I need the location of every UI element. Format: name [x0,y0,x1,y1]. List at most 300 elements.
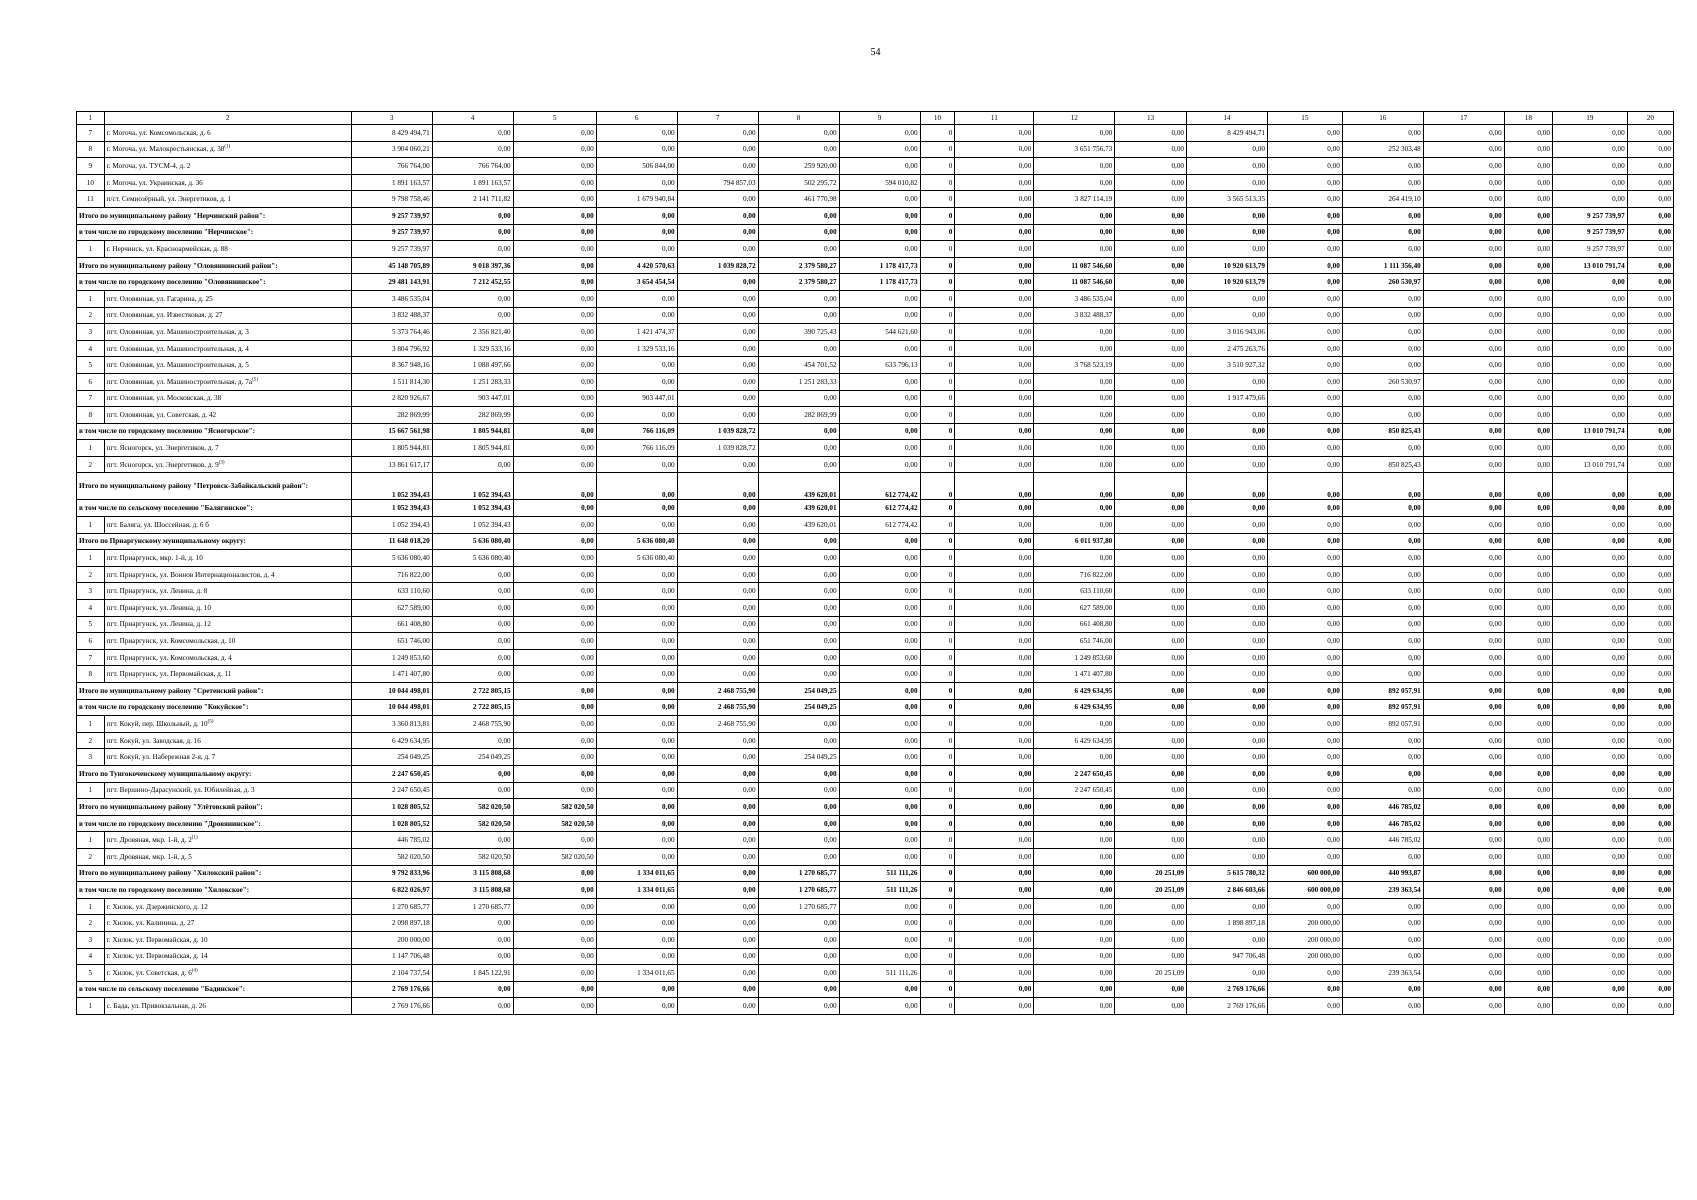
value-cell: 0,00 [1115,716,1187,733]
table-row [77,716,1674,733]
value-cell: 506 844,00 [596,158,677,175]
value-cell: 0,00 [1504,340,1552,357]
value-cell: 0,00 [1552,683,1627,700]
value-cell: 0,00 [1342,224,1423,241]
value-cell: 0,00 [1627,915,1673,932]
value-cell: 0,00 [1627,307,1673,324]
value-cell: 0,00 [1504,998,1552,1015]
total-row [77,815,1674,832]
value-cell: 0 [920,158,955,175]
value-cell: 0,00 [955,257,1034,274]
value-cell: 0,00 [677,749,758,766]
value-cell: 0,00 [758,716,839,733]
value-cell: 0,00 [1187,373,1268,390]
value-cell: 0,00 [432,782,513,799]
value-cell: 0,00 [596,373,677,390]
value-cell: 439 620,01 [758,517,839,534]
value-cell: 0,00 [1342,633,1423,650]
value-cell: 0,00 [513,533,596,550]
value-cell: 1 329 533,16 [596,340,677,357]
value-cell: 0,00 [677,965,758,982]
value-cell: 2 247 650,45 [351,765,432,782]
value-cell: 2 722 805,15 [432,683,513,700]
total-row [77,981,1674,998]
row-number: 1 [77,241,105,258]
value-cell: 0,00 [839,307,920,324]
value-cell: 0,00 [955,998,1034,1015]
value-cell: 0,00 [1552,666,1627,683]
value-cell: 282 869,99 [432,407,513,424]
value-cell: 3 827 114,19 [1034,191,1115,208]
value-cell: 0,00 [758,915,839,932]
value-cell: 0,00 [1115,782,1187,799]
value-cell: 0,00 [432,931,513,948]
value-cell: 0,00 [758,765,839,782]
value-cell: 3 651 756,73 [1034,141,1115,158]
value-cell: 9 798 758,46 [351,191,432,208]
value-cell: 0,00 [513,207,596,224]
value-cell: 0,00 [1627,832,1673,849]
value-cell: 1 891 163,57 [351,174,432,191]
value-cell: 0,00 [1504,981,1552,998]
value-cell: 0,00 [758,456,839,473]
value-cell: 594 010,82 [839,174,920,191]
value-cell: 0,00 [1627,125,1673,142]
value-cell: 0,00 [1552,324,1627,341]
value-cell: 0,00 [513,174,596,191]
value-cell: 0,00 [839,373,920,390]
value-cell: 0,00 [758,440,839,457]
value-cell: 0,00 [513,290,596,307]
value-cell: 0,00 [513,998,596,1015]
total-row [77,473,1674,500]
address-text: пгт. Оловянная, ул. Советская, д. 42 [106,410,217,419]
value-cell: 582 020,50 [432,815,513,832]
value-cell: 0,00 [1034,407,1115,424]
value-cell: 2 247 650,45 [1034,765,1115,782]
value-cell: 0,00 [1342,517,1423,534]
value-cell: 0,00 [1034,158,1115,175]
row-number: 5 [77,357,105,374]
value-cell: 0,00 [1267,749,1342,766]
value-cell: 627 589,00 [1034,600,1115,617]
value-cell: 0,00 [1115,324,1187,341]
value-cell: 0,00 [1627,533,1673,550]
value-cell: 0,00 [1115,390,1187,407]
value-cell: 0,00 [1552,373,1627,390]
row-number: 11 [77,191,105,208]
address-text: пгт. Кокуй, ул. Заводская, д. 16 [106,736,201,745]
total-label: в том числе по городскому поселению "Оловяннинское": [77,274,352,291]
value-cell: 0,00 [758,931,839,948]
value-cell: 651 746,00 [1034,633,1115,650]
value-cell: 2 468 755,90 [677,699,758,716]
value-cell: 0,00 [955,390,1034,407]
value-cell: 0,00 [839,241,920,258]
value-cell: 0,00 [596,500,677,517]
value-cell: 0,00 [1423,848,1504,865]
row-address [104,440,351,457]
value-cell: 0,00 [758,848,839,865]
value-cell: 0,00 [1552,799,1627,816]
value-cell: 0,00 [839,915,920,932]
value-cell: 0,00 [1627,207,1673,224]
value-cell: 0,00 [1267,666,1342,683]
value-cell: 0,00 [1627,373,1673,390]
value-cell: 6 822 026,97 [351,882,432,899]
value-cell: 0,00 [1504,699,1552,716]
value-cell: 2 769 176,66 [1187,981,1268,998]
value-cell: 1 178 417,73 [839,274,920,291]
value-cell: 0,00 [1423,583,1504,600]
value-cell: 1 028 805,52 [351,815,432,832]
value-cell: 0,00 [513,241,596,258]
total-label: Итого по муниципальному району "Нерчинский район": [77,207,352,224]
value-cell: 582 020,50 [513,848,596,865]
value-cell: 0,00 [677,782,758,799]
value-cell: 0,00 [1115,848,1187,865]
value-cell: 9 257 739,97 [1552,207,1627,224]
row-address [104,241,351,258]
value-cell: 0,00 [955,815,1034,832]
value-cell: 0,00 [1034,749,1115,766]
row-address [104,931,351,948]
value-cell: 1 917 479,66 [1187,390,1268,407]
row-number: 7 [77,649,105,666]
value-cell: 0,00 [839,683,920,700]
total-label: в том числе по городскому поселению "Дровянинское": [77,815,352,832]
value-cell: 0,00 [513,550,596,567]
value-cell: 0,00 [1267,898,1342,915]
value-cell: 1 147 706,48 [351,948,432,965]
table-row [77,456,1674,473]
table-row [77,324,1674,341]
value-cell: 0,00 [955,915,1034,932]
footnote-mark: (1) [191,835,198,841]
value-cell: 0,00 [513,440,596,457]
total-row [77,423,1674,440]
value-cell: 766 764,00 [351,158,432,175]
row-number: 2 [77,732,105,749]
value-cell: 0,00 [758,550,839,567]
value-cell: 0,00 [1504,782,1552,799]
value-cell: 0,00 [1034,848,1115,865]
value-cell: 0,00 [1187,683,1268,700]
value-cell: 1 178 417,73 [839,257,920,274]
value-cell: 0,00 [1115,948,1187,965]
value-cell: 0,00 [677,649,758,666]
value-cell: 0,00 [596,616,677,633]
value-cell: 0,00 [513,257,596,274]
value-cell: 0,00 [758,948,839,965]
value-cell: 1 249 853,60 [351,649,432,666]
value-cell: 0,00 [1267,456,1342,473]
value-cell: 3 016 943,06 [1187,324,1268,341]
row-number: 8 [77,666,105,683]
value-cell: 0,00 [596,799,677,816]
value-cell: 0,00 [513,407,596,424]
value-cell: 0,00 [1423,633,1504,650]
value-cell: 1 039 828,72 [677,257,758,274]
value-cell: 0,00 [432,998,513,1015]
value-cell: 0,00 [1115,981,1187,998]
value-cell: 13 010 791,74 [1552,456,1627,473]
address-text: пгт. Оловянная, ул. Машиностроительная, д. 5 [106,361,249,370]
value-cell: 600 000,00 [1267,882,1342,899]
value-cell: 2 379 580,27 [758,257,839,274]
value-cell: 0,00 [1504,207,1552,224]
address-text: г. Хилок, ул. Советская, д. 6 [106,968,192,977]
address-text: пгт. Оловянная, ул. Гагарина, д. 25 [106,294,213,303]
value-cell: 2 769 176,66 [1187,998,1268,1015]
value-cell: 0,00 [1187,407,1268,424]
value-cell: 0,00 [1034,241,1115,258]
value-cell: 0,00 [1423,158,1504,175]
value-cell: 0,00 [1187,666,1268,683]
value-cell: 0,00 [1423,274,1504,291]
value-cell: 716 822,00 [1034,566,1115,583]
value-cell: 0,00 [1342,765,1423,782]
value-cell: 0,00 [1187,174,1268,191]
value-cell: 45 148 705,89 [351,257,432,274]
value-cell: 903 447,01 [596,390,677,407]
value-cell: 0,00 [1627,517,1673,534]
value-cell: 0,00 [1115,931,1187,948]
value-cell: 0,00 [1423,141,1504,158]
value-cell: 0,00 [596,981,677,998]
value-cell: 0 [920,799,955,816]
row-address [104,566,351,583]
value-cell: 0 [920,340,955,357]
row-number: 4 [77,948,105,965]
value-cell: 0,00 [1115,517,1187,534]
row-number: 1 [77,998,105,1015]
value-cell: 0,00 [1552,948,1627,965]
value-cell: 0,00 [1627,799,1673,816]
value-cell: 0,00 [1552,882,1627,899]
value-cell: 0,00 [1267,191,1342,208]
value-cell: 0,00 [1423,224,1504,241]
column-header: 16 [1342,112,1423,125]
value-cell: 0,00 [1115,633,1187,650]
value-cell: 0,00 [839,224,920,241]
value-cell: 794 857,03 [677,174,758,191]
value-cell: 0,00 [1187,600,1268,617]
value-cell: 0,00 [1504,948,1552,965]
value-cell: 0,00 [1627,390,1673,407]
value-cell: 0,00 [1627,683,1673,700]
value-cell: 0,00 [513,141,596,158]
value-cell: 0,00 [1627,981,1673,998]
value-cell: 0,00 [1342,533,1423,550]
value-cell: 511 111,26 [839,882,920,899]
value-cell: 0,00 [1267,517,1342,534]
value-cell: 0,00 [839,390,920,407]
value-cell: 0,00 [1115,649,1187,666]
value-cell: 0,00 [677,340,758,357]
value-cell: 0,00 [1504,915,1552,932]
value-cell: 0,00 [596,207,677,224]
value-cell: 0,00 [1627,141,1673,158]
value-cell: 0,00 [1552,716,1627,733]
value-cell: 0,00 [1342,440,1423,457]
value-cell: 0,00 [1552,865,1627,882]
value-cell: 0,00 [596,456,677,473]
value-cell: 0,00 [839,699,920,716]
value-cell: 0,00 [955,274,1034,291]
value-cell: 0,00 [513,649,596,666]
column-header: 9 [839,112,920,125]
value-cell: 0,00 [758,732,839,749]
value-cell: 0,00 [1504,174,1552,191]
value-cell: 0,00 [596,683,677,700]
value-cell: 0,00 [1552,815,1627,832]
value-cell: 0,00 [1115,815,1187,832]
value-cell: 9 257 739,97 [351,207,432,224]
value-cell: 0,00 [1342,616,1423,633]
value-cell: 0,00 [955,550,1034,567]
value-cell: 0,00 [513,782,596,799]
value-cell: 11 087 546,60 [1034,274,1115,291]
value-cell: 0 [920,732,955,749]
value-cell: 0,00 [1627,948,1673,965]
value-cell: 612 774,42 [839,500,920,517]
value-cell: 0,00 [839,566,920,583]
value-cell: 0,00 [955,931,1034,948]
value-cell: 0,00 [839,340,920,357]
value-cell: 0,00 [758,600,839,617]
value-cell: 0,00 [1115,191,1187,208]
total-row [77,799,1674,816]
value-cell: 0,00 [1034,865,1115,882]
row-address [104,600,351,617]
value-cell: 0 [920,898,955,915]
value-cell: 200 000,00 [1267,948,1342,965]
value-cell: 0,00 [1267,307,1342,324]
value-cell: 254 049,25 [758,699,839,716]
value-cell: 0,00 [839,815,920,832]
value-cell: 13 861 617,17 [351,456,432,473]
value-cell: 0,00 [1115,440,1187,457]
value-cell: 1 329 533,16 [432,340,513,357]
value-cell: 1 805 944,81 [432,440,513,457]
table-row [77,158,1674,175]
table-row [77,749,1674,766]
value-cell: 0,00 [1187,158,1268,175]
value-cell: 0,00 [1187,550,1268,567]
value-cell: 0,00 [513,158,596,175]
value-cell: 0,00 [1342,749,1423,766]
row-address [104,716,351,733]
value-cell: 0,00 [1627,716,1673,733]
row-address [104,191,351,208]
total-label: Итого по муниципальному району "Сретенский район": [77,683,352,700]
value-cell: 0,00 [1267,141,1342,158]
value-cell: 1 270 685,77 [758,882,839,899]
value-cell: 0 [920,749,955,766]
value-cell: 582 020,50 [513,799,596,816]
value-cell: 0,00 [513,191,596,208]
value-cell: 0,00 [432,456,513,473]
table-row [77,174,1674,191]
value-cell: 0,00 [1627,550,1673,567]
value-cell: 0,00 [839,948,920,965]
value-cell: 0,00 [1423,782,1504,799]
total-row [77,882,1674,899]
row-address [104,633,351,650]
value-cell: 0,00 [1552,749,1627,766]
value-cell: 716 822,00 [351,566,432,583]
value-cell: 0,00 [955,125,1034,142]
value-cell: 766 116,09 [596,423,677,440]
value-cell: 0,00 [955,207,1034,224]
value-cell: 0,00 [513,274,596,291]
column-header: 10 [920,112,955,125]
value-cell: 903 447,01 [432,390,513,407]
value-cell: 0,00 [839,290,920,307]
value-cell: 0,00 [1115,473,1187,500]
value-cell: 0,00 [839,456,920,473]
value-cell: 0,00 [513,915,596,932]
value-cell: 0 [920,981,955,998]
value-cell: 0,00 [1342,290,1423,307]
value-cell: 0,00 [1342,340,1423,357]
value-cell: 0,00 [432,290,513,307]
value-cell: 0,00 [758,125,839,142]
column-header: 5 [513,112,596,125]
column-header: 7 [677,112,758,125]
column-header: 11 [955,112,1034,125]
value-cell: 0,00 [1115,799,1187,816]
value-cell: 0,00 [1552,649,1627,666]
value-cell: 0,00 [1627,158,1673,175]
value-cell: 0,00 [955,500,1034,517]
row-number: 3 [77,583,105,600]
value-cell: 3 360 813,81 [351,716,432,733]
row-address [104,965,351,982]
value-cell: 0,00 [1342,241,1423,258]
value-cell: 0,00 [1267,324,1342,341]
value-cell: 0,00 [596,517,677,534]
value-cell: 0,00 [1115,373,1187,390]
table-row [77,517,1674,534]
value-cell: 0,00 [1342,666,1423,683]
column-header: 8 [758,112,839,125]
value-cell: 0,00 [758,533,839,550]
value-cell: 0,00 [1423,882,1504,899]
value-cell: 1 270 685,77 [758,898,839,915]
value-cell: 0,00 [1423,390,1504,407]
value-cell: 0,00 [677,373,758,390]
address-text: г. Хилок, ул. Первомайская, д. 14 [106,952,208,961]
value-cell: 1 028 805,52 [351,799,432,816]
value-cell: 260 530,97 [1342,274,1423,291]
value-cell: 0,00 [432,224,513,241]
value-cell: 0,00 [1115,600,1187,617]
value-cell: 0 [920,666,955,683]
value-cell: 0,00 [1504,533,1552,550]
value-cell: 0,00 [1187,290,1268,307]
value-cell: 0,00 [758,390,839,407]
value-cell: 0,00 [596,241,677,258]
value-cell: 3 510 927,32 [1187,357,1268,374]
value-cell: 1 052 394,43 [351,517,432,534]
value-cell: 0,00 [758,616,839,633]
value-cell: 3 115 808,68 [432,882,513,899]
value-cell: 0,00 [1187,517,1268,534]
value-cell: 0,00 [1552,981,1627,998]
value-cell: 0,00 [1552,782,1627,799]
